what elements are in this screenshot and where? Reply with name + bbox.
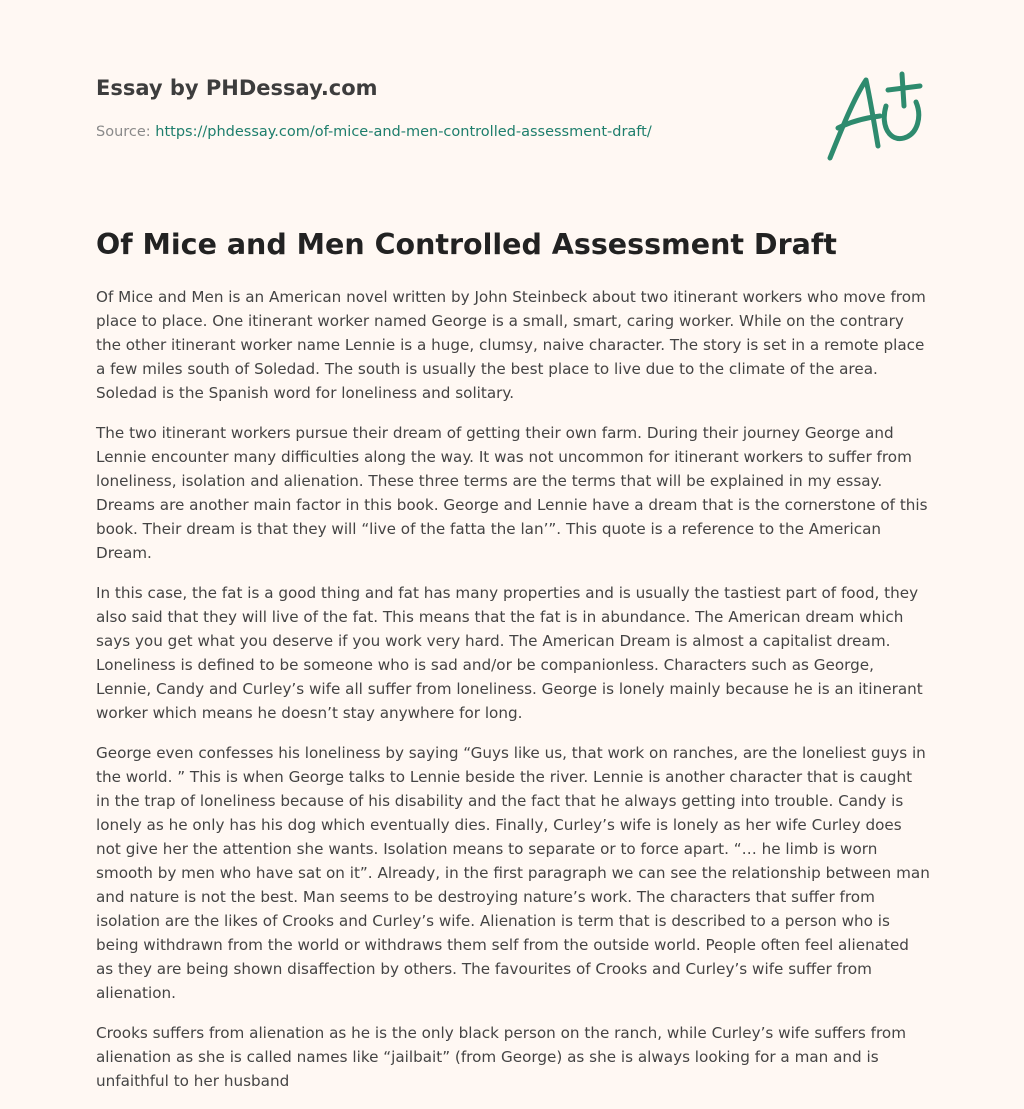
essay-paragraph: Crooks suffers from alienation as he is the only black person on the ranch, while Curley’s wife suffers from alienation as she is called names like “jailbait” (from George) as she is always looking for a man and is unfaithful to her husband (96, 1024, 907, 1090)
essay-title: Of Mice and Men Controlled Assessment Draft (96, 228, 837, 261)
essay-body (96, 285, 930, 1109)
source-link[interactable]: https://phdessay.com/of-mice-and-men-controlled-assessment-draft/ (155, 124, 652, 140)
essay-paragraph: George even confesses his loneliness by saying “Guys like us, that work on ranches, are the loneliest guys in the world. ” This is when George talks to Lennie beside the river. Lennie is another character that is caught in the trap of loneliness because of his disability and the fact that he always getting into trouble. Candy is lonely as he only has his dog which eventually dies. Finally, Curley’s wife is lonely as her wife Curley does not give her the attention she wants. Isolation means to separate or to force apart. “… he limb is worn smooth by men who have sat on it”. Already, in the first paragraph we can see the relationship between man and nature is not the best. Man seems to be destroying nature’s work. The characters that suffer from isolation are the likes of Crooks and Curley’s wife. Alienation is term that is described to a person who is being withdrawn from the world or withdraws them self from the outside world. People often feel alienated as they are being shown disaffection by others. The favourites of Crooks and Curley’s wife suffer from alienation. (96, 744, 930, 1002)
essay-paragraph: In this case, the fat is a good thing and fat has many properties and is usually the tastiest part of food, they also said that they will live of the fat. This means that the fat is in abundance. The American dream which says you get what you deserve if you work very hard. The American Dream is almost a capitalist dream. Loneliness is defined to be someone who is sad and/or be companionless. Characters such as George, Lennie, Candy and Curley’s wife all suffer from loneliness. George is lonely mainly because he is an itinerant worker which means he doesn’t stay anywhere for long. (96, 584, 923, 722)
site-brand: Essay by PHDessay.com (96, 76, 378, 100)
source-line (96, 124, 652, 140)
essay-paragraph: The two itinerant workers pursue their dream of getting their own farm. During their journey George and Lennie encounter many difficulties along the way. It was not uncommon for itinerant workers to suffer from loneliness, isolation and alienation. These three terms are the terms that will be explained in my essay. Dreams are another main factor in this book. George and Lennie have a dream that is the cornerstone of this book. Their dream is that they will “live of the fatta the lan’”. This quote is a reference to the American Dream. (96, 424, 928, 562)
essay-paragraph: Of Mice and Men is an American novel written by John Steinbeck about two itinerant workers who move from place to place. One itinerant worker named George is a small, smart, caring worker. While on the contrary the other itinerant worker name Lennie is a huge, clumsy, naive character. The story is set in a remote place a few miles south of Soledad. The south is usually the best place to live due to the climate of the area. Soledad is the Spanish word for loneliness and solitary. (96, 288, 926, 402)
logo-plus-horizontal (888, 86, 920, 90)
source-label: Source: (96, 124, 156, 140)
logo-smile (884, 102, 918, 139)
a-plus-logo-icon (820, 66, 930, 166)
